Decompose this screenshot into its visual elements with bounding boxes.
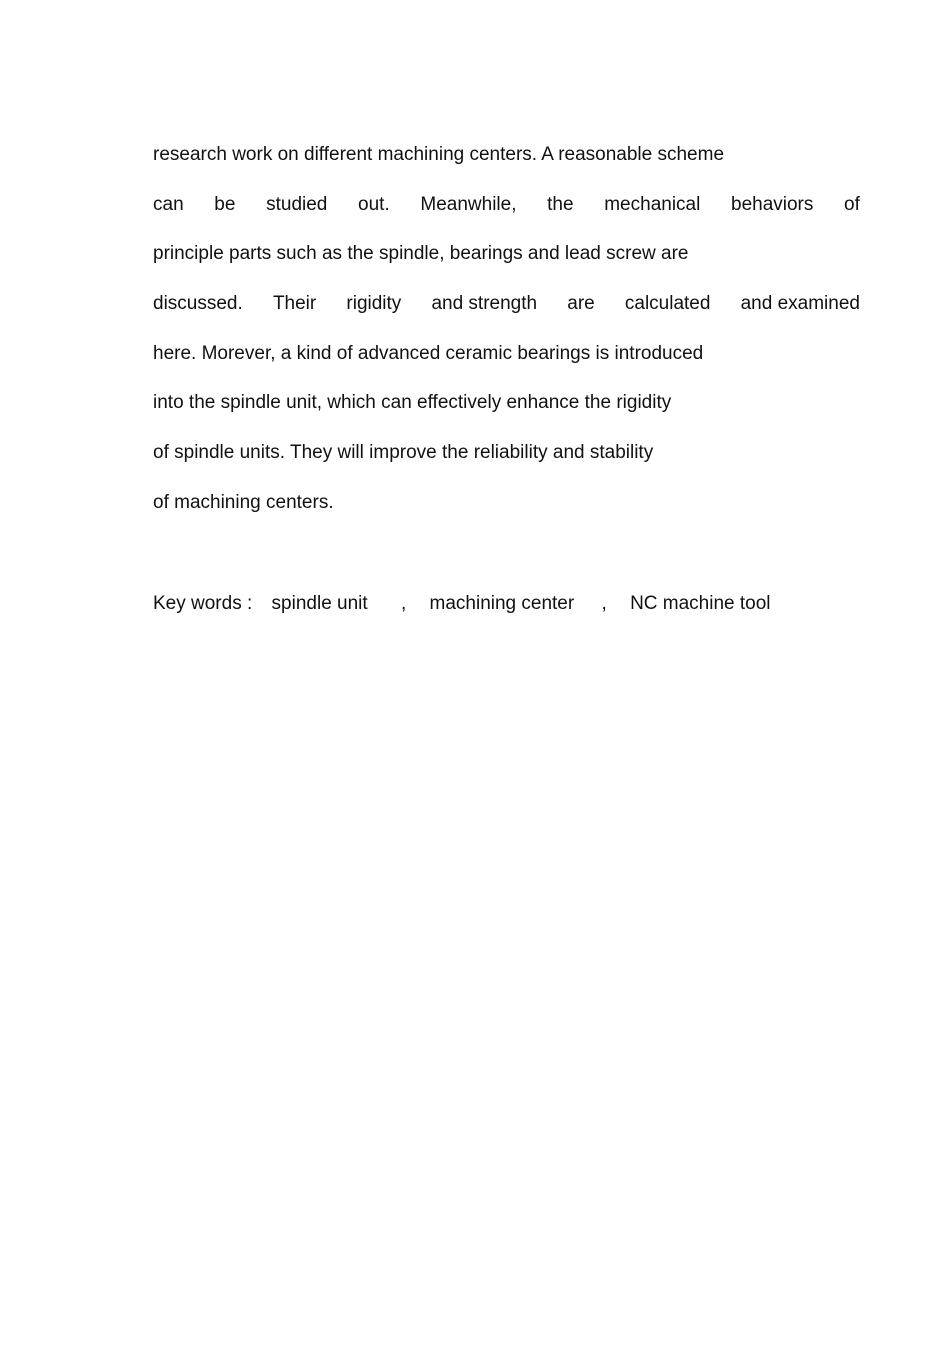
word: and examined [740,293,860,315]
keyword-item: machining center [429,593,575,614]
word: Meanwhile, [420,193,517,215]
keyword-separator: , [400,593,407,614]
word: the [547,193,574,215]
keyword-item: NC machine tool [630,593,771,614]
keyword-separator: , [601,593,607,614]
paragraph-line-2 [153,193,860,217]
word: mechanical [604,193,701,215]
paragraph-line-1: research work on different machining centers. A reasonable scheme [153,144,725,165]
paragraph-line-4 [153,292,860,316]
paragraph-line-8: of machining centers. [153,491,334,513]
word: be [214,193,236,215]
word: of [844,193,860,215]
word: discussed. [153,293,243,315]
word: can [153,193,184,215]
word: are [567,293,595,315]
keywords-line [153,592,771,616]
paragraph-line-7: of spindle units. They will improve the reliability and stability [153,442,654,464]
paragraph-line-6: into the spindle unit, which can effectively enhance the rigidity [153,392,672,414]
word: and strength [431,293,538,315]
word: Their [272,293,317,315]
word: calculated [624,293,711,315]
keywords-label: Key words : [153,593,253,614]
word: behaviors [731,193,814,215]
word: studied [266,193,328,215]
paragraph-line-3: principle parts such as the spindle, bearings and lead screw are [153,243,689,265]
word: rigidity [346,293,402,315]
abstract-paragraph [153,143,860,541]
paragraph-line-5: here. Morever, a kind of advanced ceramic bearings is introduced [153,342,704,364]
keyword-item: spindle unit [271,593,368,614]
word: out. [358,193,390,215]
